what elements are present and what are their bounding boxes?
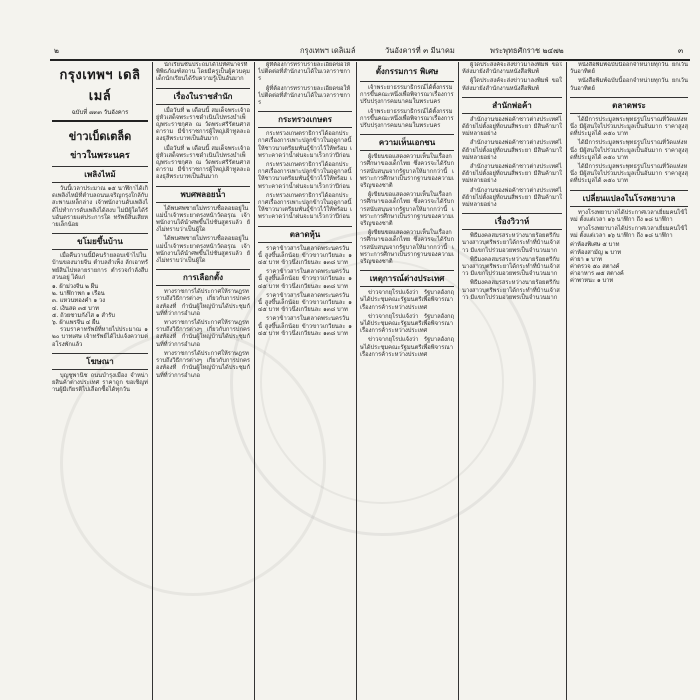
- article-body: ข่าวจากยุโรปแจ้งว่า รัฐบาลอังกฤษได้ประชุมคณะรัฐมนตรีเพื่อพิจารณาเรื่องการค้าระหว่างประเทศ ข่าวจากยุโรปแจ้งว่า รัฐบาลอังกฤษได้ประชุมคณะรัฐมนตรีเพื่อพิจารณาเรื่องการค้าระหว่างประเทศ ข่าวจากยุโรปแจ้งว่า รัฐบาลอังกฤษได้ประชุมคณะรัฐมนตรีเพื่อพิจารณาเรื่องการค้าระหว่างประเทศ: [360, 290, 454, 358]
- column-4: [360, 62, 454, 700]
- article-body: พิธีมงคลสมรสระหว่างนายร้อยตรีกับนางสาวบุตรีพระยาได้กระทำที่บ้านเจ้าสาว มีแขกไปร่วมอวยพรเป็นจำนวนมาก พิธีมงคลสมรสระหว่างนายร้อยตรีกับนางสาวบุตรีพระยาได้กระทำที่บ้านเจ้าสาว มีแขกไปร่วมอวยพรเป็นจำนวนมาก พิธีมงคลสมรสระหว่างนายร้อยตรีกับนางสาวบุตรีพระยาได้กระทำที่บ้านเจ้าสาว มีแขกไปร่วมอวยพรเป็นจำนวนมาก: [462, 233, 560, 301]
- column-5: [462, 62, 562, 700]
- article-heading: ตลาดหุ้น: [258, 226, 352, 243]
- article-body: หนังสือพิมพ์ฉบับนี้ออกจำหน่ายทุกวัน ยกเว้นวันอาทิตย์ หนังสือพิมพ์ฉบับนี้ออกจำหน่ายทุกวัน ยกเว้นวันอาทิตย์: [570, 62, 688, 92]
- list-item: ค่ายา ๑ บาท: [570, 256, 602, 263]
- list-item: ค่าห้องพิเศษ ๕ บาท: [570, 242, 620, 249]
- column-divider: [152, 62, 153, 700]
- divider: [360, 81, 454, 82]
- column-divider: [356, 62, 357, 700]
- article-body: เมื่อวันที่ ๒ เดือนนี้ สมเด็จพระเจ้าอยู่หัวเสด็จพระราชดำเนินไปทรงบำเพ็ญพระราชกุศล ณ วัดพระศรีรัตนศาสดาราม มีข้าราชการผู้ใหญ่เฝ้าทูลละอองธุลีพระบาทเป็นอันมาก เมื่อวันที่ ๒ เดือนนี้ สมเด็จพระเจ้าอยู่หัวเสด็จพระราชดำเนินไปทรงบำเพ็ญพระราชกุศล ณ วัดพระศรีรัตนศาสดาราม มีข้าราชการผู้ใหญ่เฝ้าทูลละอองธุลีพระบาทเป็นอันมาก: [156, 107, 250, 181]
- divider: [52, 120, 148, 122]
- article-heading: ความเห็นเอกชน: [360, 134, 454, 151]
- article-heading: โฆษณา: [52, 353, 148, 370]
- article-body: รวมราคาทรัพย์ที่หายไปประมาณ ๑๒๐ บาทเศษ เจ้าทรัพย์ได้ไปแจ้งความต่อโรงพักแล้ว: [52, 327, 148, 348]
- column-2: [156, 62, 250, 700]
- list-item: ค่าห้องสามัญ ๒ บาท: [570, 249, 622, 256]
- header-city: กรุงเทพฯ เดลิเมล์: [300, 46, 356, 55]
- article-heading: เปลี่ยนแปลงในโรงพยาบาล: [570, 190, 688, 207]
- article-body: ได้มีการประมูลพระพุทธรูปโบราณที่วัดแห่งหนึ่ง มีผู้สนใจไปร่วมประมูลเป็นอันมาก ราคาสูงสุดที่ประมูลได้ ๓๕๐ บาท ได้มีการประมูลพระพุทธรูปโบราณที่วัดแห่งหนึ่ง มีผู้สนใจไปร่วมประมูลเป็นอันมาก ราคาสูงสุดที่ประมูลได้ ๓๕๐ บาท ได้มีการประมูลพระพุทธรูปโบราณที่วัดแห่งหนึ่ง มีผู้สนใจไปร่วมประมูลเป็นอันมาก ราคาสูงสุดที่ประมูลได้ ๓๕๐ บาท: [570, 116, 688, 185]
- article-body: กระทรวงเกษตราธิการได้ออกประกาศเรื่องการเพาะปลูกข้าวในฤดูกาลนี้ ให้ชาวนาเตรียมพันธุ์ข้าวไว้ให้พร้อม เพราะคาดว่าน้ำฝนจะมาเร็วกว่าปีก่อน กระทรวงเกษตราธิการได้ออกประกาศเรื่องการเพาะปลูกข้าวในฤดูกาลนี้ ให้ชาวนาเตรียมพันธุ์ข้าวไว้ให้พร้อม เพราะคาดว่าน้ำฝนจะมาเร็วกว่าปีก่อน กระทรวงเกษตราธิการได้ออกประกาศเรื่องการเพาะปลูกข้าวในฤดูกาลนี้ ให้ชาวนาเตรียมพันธุ์ข้าวไว้ให้พร้อม เพราะคาดว่าน้ำฝนจะมาเร็วกว่าปีก่อน: [258, 131, 352, 221]
- list-item: ค่าพาหนะ ๑ บาท: [570, 278, 614, 285]
- article-body: ราคาข้าวสารในตลาดพระนครวันนี้ สูงขึ้นเล็กน้อย ข้าวขาวเกวียนละ ๑๔๕ บาท ข้าวนึ่งเกวียนละ ๑๓๘ บาท ราคาข้าวสารในตลาดพระนครวันนี้ สูงขึ้นเล็กน้อย ข้าวขาวเกวียนละ ๑๔๕ บาท ข้าวนึ่งเกวียนละ ๑๓๘ บาท ราคาข้าวสารในตลาดพระนครวันนี้ สูงขึ้นเล็กน้อย ข้าวขาวเกวียนละ ๑๔๕ บาท ข้าวนึ่งเกวียนละ ๑๓๘ บาท ราคาข้าวสารในตลาดพระนครวันนี้ สูงขึ้นเล็กน้อย ข้าวขาวเกวียนละ ๑๔๕ บาท ข้าวนึ่งเกวียนละ ๑๓๘ บาท: [258, 245, 352, 337]
- article-heading: กระทรวงเกษตร: [258, 111, 352, 128]
- list-item: ๖. ผ้าแพรจีน ๔ ผืน: [52, 320, 100, 327]
- article-heading: เพลิงไหม้: [52, 166, 148, 183]
- article-heading: ตั้งกรรมการ พิเศษ: [375, 66, 439, 76]
- header-year: พระพุทธศักราช ๒๔๗๒: [490, 46, 564, 55]
- list-item: ๓. แหวนทองคำ ๑ วง: [52, 298, 106, 305]
- article-heading: สำนักพ่อค้า: [462, 97, 562, 114]
- item-list: [52, 284, 148, 327]
- column-6: [570, 62, 688, 700]
- list-item: ๒. นาฬิกาพก ๑ เรือน: [52, 291, 105, 298]
- list-item: ๑. ผ้าม่วงจีน ๒ ผืน: [52, 284, 99, 291]
- list-item: ค่าตรวจ ๕๐ สตางค์: [570, 264, 620, 271]
- masthead-issue: ฉบับที่ ๗๓๓ วันอังคาร: [71, 109, 129, 116]
- price-list: [570, 242, 688, 285]
- article-heading: เหตุการณ์ต่างประเทศ: [360, 270, 454, 287]
- article-body: นักเรียนชั้นประถมได้ไปทัศนาจรที่พิพิธภัณฑ์สถาน โดยมีครูเป็นผู้ควบคุม เด็กนักเรียนได้รับความรู้เป็นอันมาก: [156, 62, 250, 83]
- list-item: ๕. ถ้วยชามกังไส ๑ สำรับ: [52, 312, 115, 319]
- column-divider: [566, 62, 567, 700]
- article-body: ผู้ที่ต้องการทราบรายละเอียดขอให้ไปติดต่อที่สำนักงานได้ในเวลาราชการ ผู้ที่ต้องการทราบรายละเอียดขอให้ไปติดต่อที่สำนักงานได้ในเวลาราชการ: [258, 62, 351, 107]
- article-heading: พบศพลอยน้ำ: [156, 186, 250, 203]
- article-body: ได้พบศพชายไม่ทราบชื่อลอยอยู่ในแม่น้ำเจ้าพระยาตรงหน้าวัดอรุณ เจ้าพนักงานได้นำศพขึ้นไปชันสูตรแล้ว ยังไม่ทราบว่าเป็นผู้ใด ได้พบศพชายไม่ทราบชื่อลอยอยู่ในแม่น้ำเจ้าพระยาตรงหน้าวัดอรุณ เจ้าพนักงานได้นำศพขึ้นไปชันสูตรแล้ว ยังไม่ทราบว่าเป็นผู้ใด: [156, 205, 250, 265]
- page-number-right: ๓: [678, 46, 684, 55]
- list-item: ค่าอาหาร ๗๕ สตางค์: [570, 271, 624, 278]
- running-header: [50, 44, 690, 58]
- masthead-title: กรุงเทพฯ เดลิเมล์: [59, 68, 141, 104]
- article-body: วันนี้เวลาประมาณ ๑๕ นาฬิกาได้เกิดเพลิงไหม้ที่ตำบลถนนเจริญกรุงใกล้กับสะพานเหล็กล่าง เจ้าพนักงานดับเพลิงได้ไปทำการดับเพลิงได้สงบ ไม่มีผู้ใดได้รับอันตรายแต่ประการใด ทรัพย์สินเสียหายเล็กน้อย: [52, 186, 148, 229]
- list-item: ๔. เงินสด ๓๕ บาท: [52, 305, 99, 312]
- article-body: เจ้าพระยาธรรมาธิกรณ์ได้ตั้งกรรมการขึ้นคณะหนึ่งเพื่อพิจารณาเรื่องการปรับปรุงการคมนาคมในพระนคร เจ้าพระยาธรรมาธิกรณ์ได้ตั้งกรรมการขึ้นคณะหนึ่งเพื่อพิจารณาเรื่องการปรับปรุงการคมนาคมในพระนคร: [360, 85, 454, 130]
- advertisement: บุญชูพานิช ถนนบำรุงเมือง จำหน่ายสินค้าต่างประเทศ ราคาถูก ขอเชิญท่านผู้มีเกียรติไปเลือกซื้อได้ทุกวัน: [52, 372, 148, 394]
- article-heading: การเลือกตั้ง: [156, 269, 250, 286]
- column-divider: [254, 62, 255, 700]
- header-date: วันอังคารที่ ๓ มีนาคม: [385, 46, 455, 55]
- article-heading: ตลาดพระ: [570, 97, 688, 114]
- column-divider: [458, 62, 459, 700]
- page-number: ๒: [54, 46, 59, 55]
- column-3: [258, 62, 352, 700]
- section-subtitle: ข่าวในพระนคร: [70, 151, 130, 161]
- column-1: [52, 62, 148, 700]
- article-body: สำนักงานของพ่อค้าชาวต่างประเทศได้ย้ายไปตั้งอยู่ที่ถนนสี่พระยา มีสินค้ามาใหม่หลายอย่าง สำนักงานของพ่อค้าชาวต่างประเทศได้ย้ายไปตั้งอยู่ที่ถนนสี่พระยา มีสินค้ามาใหม่หลายอย่าง สำนักงานของพ่อค้าชาวต่างประเทศได้ย้ายไปตั้งอยู่ที่ถนนสี่พระยา มีสินค้ามาใหม่หลายอย่าง สำนักงานของพ่อค้าชาวต่างประเทศได้ย้ายไปตั้งอยู่ที่ถนนสี่พระยา มีสินค้ามาใหม่หลายอย่าง: [462, 116, 562, 209]
- article-heading: เรื่องวิวาห์: [462, 213, 562, 230]
- article-body: ทางโรงพยาบาลได้ประกาศเวลาเยี่ยมคนไข้ใหม่ ตั้งแต่เวลา ๑๖ นาฬิกา ถึง ๑๘ นาฬิกา ทางโรงพยาบาลได้ประกาศเวลาเยี่ยมคนไข้ใหม่ ตั้งแต่เวลา ๑๖ นาฬิกา ถึง ๑๘ นาฬิกา: [570, 209, 688, 240]
- article-heading: ขโมยขึ้นบ้าน: [52, 233, 148, 250]
- article-body: ผู้ใดประสงค์จะส่งข่าวมาลงพิมพ์ ขอให้ส่งมายังสำนักงานหนังสือพิมพ์ ผู้ใดประสงค์จะส่งข่าวมาลงพิมพ์ ขอให้ส่งมายังสำนักงานหนังสือพิมพ์: [462, 62, 562, 92]
- article-body: ทางราชการได้ประกาศให้ราษฎรทราบถึงวิธีการต่างๆ เกี่ยวกับการปกครองท้องที่ กำนันผู้ใหญ่บ้านได้ประชุมกันที่ที่ว่าการอำเภอ ทางราชการได้ประกาศให้ราษฎรทราบถึงวิธีการต่างๆ เกี่ยวกับการปกครองท้องที่ กำนันผู้ใหญ่บ้านได้ประชุมกันที่ที่ว่าการอำเภอ ทางราชการได้ประกาศให้ราษฎรทราบถึงวิธีการต่างๆ เกี่ยวกับการปกครองท้องที่ กำนันผู้ใหญ่บ้านได้ประชุมกันที่ที่ว่าการอำเภอ: [156, 289, 250, 379]
- header-rule: [50, 59, 690, 61]
- article-body: ผู้เขียนขอแสดงความเห็นในเรื่องการศึกษาของเด็กไทย ซึ่งควรจะได้รับการสนับสนุนจากรัฐบาลให้มากกว่านี้ เพราะการศึกษาเป็นรากฐานของความเจริญของชาติ ผู้เขียนขอแสดงความเห็นในเรื่องการศึกษาของเด็กไทย ซึ่งควรจะได้รับการสนับสนุนจากรัฐบาลให้มากกว่านี้ เพราะการศึกษาเป็นรากฐานของความเจริญของชาติ ผู้เขียนขอแสดงความเห็นในเรื่องการศึกษาของเด็กไทย ซึ่งควรจะได้รับการสนับสนุนจากรัฐบาลให้มากกว่านี้ เพราะการศึกษาเป็นรากฐานของความเจริญของชาติ: [360, 154, 454, 266]
- article-body: เมื่อคืนวานนี้มีคนร้ายลอบเข้าไปในบ้านของนายจีน ตำบลสำเพ็ง ลักเอาทรัพย์สินไปหลายรายการ ตำรวจกำลังสืบสวนอยู่ ได้แก่: [52, 253, 148, 281]
- section-title: ข่าวเบ็ดเตล็ด: [68, 130, 132, 143]
- article-heading: เรื่องในราชสำนัก: [156, 88, 250, 105]
